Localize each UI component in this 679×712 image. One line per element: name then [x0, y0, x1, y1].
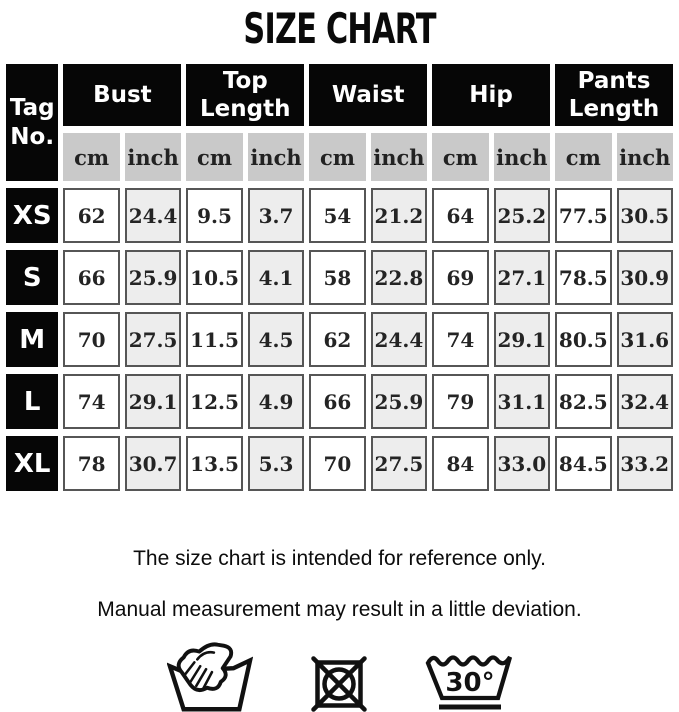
page-title: [0, 5, 679, 57]
header-top-length: Top Length: [186, 64, 304, 126]
size-cell: 66: [63, 250, 119, 305]
unit-bust-cm: cm: [63, 133, 119, 181]
header-tag-no: Tag No.: [6, 64, 58, 181]
size-cell: 66: [309, 374, 365, 429]
size-cell: 4.1: [248, 250, 304, 305]
size-cell: 70: [309, 436, 365, 491]
size-row-m: [6, 312, 673, 367]
size-cell: 30.9: [617, 250, 673, 305]
size-cell: 24.4: [371, 312, 427, 367]
size-row-xs: [6, 188, 673, 243]
size-row-l: [6, 374, 673, 429]
size-cell: 27.5: [125, 312, 181, 367]
size-cell: 64: [432, 188, 488, 243]
size-cell: 70: [63, 312, 119, 367]
size-cell: 62: [63, 188, 119, 243]
wash-temperature-label: 30°: [444, 668, 495, 698]
size-cell: 25.2: [494, 188, 550, 243]
size-cell: 32.4: [617, 374, 673, 429]
size-cell: 27.5: [371, 436, 427, 491]
deviation-note: Manual measurement may result in a little deviation.: [97, 598, 582, 621]
size-cell: 24.4: [125, 188, 181, 243]
size-cell: 4.9: [248, 374, 304, 429]
size-cell: 30.5: [617, 188, 673, 243]
size-cell: 78: [63, 436, 119, 491]
hand-wash-icon: [167, 642, 253, 712]
size-cell: 22.8: [371, 250, 427, 305]
unit-top-cm: cm: [186, 133, 242, 181]
size-cell: 25.9: [125, 250, 181, 305]
size-cell: 3.7: [248, 188, 304, 243]
size-cell: 33.0: [494, 436, 550, 491]
size-cell: 31.1: [494, 374, 550, 429]
size-cell: 21.2: [371, 188, 427, 243]
size-cell: 13.5: [186, 436, 242, 491]
size-tag: XS: [6, 188, 58, 243]
unit-bust-inch: inch: [125, 133, 181, 181]
size-cell: 74: [432, 312, 488, 367]
unit-top-inch: inch: [248, 133, 304, 181]
size-cell: 78.5: [555, 250, 611, 305]
header-waist: Waist: [309, 64, 427, 126]
size-cell: 74: [63, 374, 119, 429]
size-row-s: [6, 250, 673, 305]
page-title-text: SIZE CHART: [243, 4, 436, 53]
size-cell: 11.5: [186, 312, 242, 367]
wash-30-degrees-icon: [425, 650, 513, 712]
header-hip: Hip: [432, 64, 550, 126]
care-symbols-row: [0, 640, 679, 712]
size-cell: 12.5: [186, 374, 242, 429]
unit-waist-inch: inch: [371, 133, 427, 181]
size-tag: XL: [6, 436, 58, 491]
unit-pants-inch: inch: [617, 133, 673, 181]
unit-hip-cm: cm: [432, 133, 488, 181]
size-cell: 9.5: [186, 188, 242, 243]
size-cell: 58: [309, 250, 365, 305]
size-cell: 77.5: [555, 188, 611, 243]
size-cell: 10.5: [186, 250, 242, 305]
size-cell: 30.7: [125, 436, 181, 491]
size-cell: 80.5: [555, 312, 611, 367]
size-cell: 84.5: [555, 436, 611, 491]
unit-header-row: [6, 133, 673, 181]
header-bust: Bust: [63, 64, 181, 126]
unit-waist-cm: cm: [309, 133, 365, 181]
size-cell: 5.3: [248, 436, 304, 491]
group-header-row: [6, 64, 673, 126]
size-tag: M: [6, 312, 58, 367]
do-not-tumble-dry-icon: [311, 656, 367, 712]
size-cell: 82.5: [555, 374, 611, 429]
size-tag: S: [6, 250, 58, 305]
unit-hip-inch: inch: [494, 133, 550, 181]
size-cell: 4.5: [248, 312, 304, 367]
size-cell: 25.9: [371, 374, 427, 429]
size-cell: 54: [309, 188, 365, 243]
size-cell: 31.6: [617, 312, 673, 367]
size-cell: 29.1: [125, 374, 181, 429]
size-cell: 27.1: [494, 250, 550, 305]
size-cell: 29.1: [494, 312, 550, 367]
size-cell: 33.2: [617, 436, 673, 491]
size-row-xl: [6, 436, 673, 491]
size-chart-table: [1, 57, 678, 498]
size-cell: 84: [432, 436, 488, 491]
size-cell: 69: [432, 250, 488, 305]
reference-note: The size chart is intended for reference only.: [133, 547, 546, 570]
unit-pants-cm: cm: [555, 133, 611, 181]
size-cell: 79: [432, 374, 488, 429]
size-cell: 62: [309, 312, 365, 367]
size-tag: L: [6, 374, 58, 429]
header-pants-length: Pants Length: [555, 64, 673, 126]
